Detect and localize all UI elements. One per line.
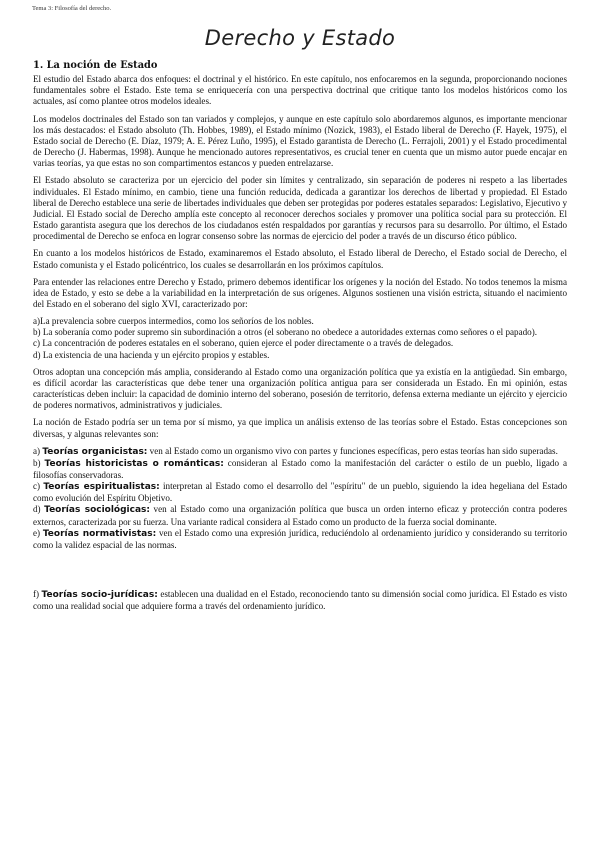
document-body: [33, 60, 567, 612]
theory-text: ven el Estado como una expresión jurídica, reduciéndolo al ordenamiento jurídico y considerando su territorio como la validez espacial de las normas.: [33, 527, 567, 550]
theory-text: consideran al Estado como la manifestación del carácter o estilo de un pueblo, ligado a filosofías conservadoras.: [33, 457, 567, 480]
list-item-final: [33, 589, 567, 612]
blank-space: [33, 557, 567, 589]
list-item: c) La concentración de poderes estatales en el soberano, quien ejerce el poder directamente o a través de delegados.: [33, 338, 454, 349]
section-heading: 1. La noción de Estado: [33, 60, 158, 71]
theory-text: establecen una dualidad en el Estado, reconociendo tanto su dimensión social como jurídica. El Estado es visto como una realidad social que adquiere forma a través del ordenamiento jurídico.: [33, 589, 567, 612]
paragraph-broad-conception: Otros adoptan una concepción más amplia, considerando al Estado como una organización política que ya existía en la antigüedad. Sin embargo, es difícil acordar las características que debe tener una organización política antigua para ser considerada un Estado. En mi opinión, estas características deben incluir: la capacidad de dominio interno del soberano, posesión de territorio, defensa externa mediante un ejército y ejercicio de poderes normativos, administrativos y judiciales.: [33, 366, 567, 411]
paragraph-historical-models: En cuanto a los modelos históricos de Estado, examinaremos el Estado absoluto, el Estado liberal de Derecho, el Estado social de Derecho, el Estado comunista y el Estado policéntrico, los cuales se desarrollarán en los próximos capítulos.: [33, 248, 567, 270]
list-item: [33, 504, 567, 527]
paragraph-origins: Para entender las relaciones entre Derecho y Estado, primero debemos identificar los orígenes y la noción del Estado. No todos tenemos la misma idea de Estado, y esto se debe a la variabilidad en la interpretación de sus orígenes. Algunos sostienen una visión estricta, situando el nacimiento del Estado en el soberano del siglo XVI, caracterizado por:: [33, 276, 567, 309]
document-title: Derecho y Estado: [204, 26, 396, 50]
list-item: [33, 458, 567, 481]
item-prefix: a): [33, 445, 43, 456]
list-item: a)La prevalencia sobre cuerpos intermedios, como los señoríos de los nobles.: [33, 316, 314, 327]
item-prefix: e): [33, 527, 43, 538]
item-prefix: d): [33, 504, 45, 515]
item-prefix: f): [33, 589, 42, 600]
item-prefix: b): [33, 457, 45, 468]
paragraph-intro: El estudio del Estado abarca dos enfoques: el doctrinal y el histórico. En este capítulo, nos enfocaremos en la segunda, proporcionando nociones fundamentales sobre el Estado. Este tema se enriquecería con una perspectiva doctrinal que critique tanto los modelos históricos como los actuales, así como plantee otros modelos ideales.: [33, 74, 567, 107]
theory-term: Teorías espiritualistas:: [43, 482, 160, 493]
theory-text: ven al Estado como una organización política que busca un orden interno eficaz y protección contra poderes externos, caracterizada por su fuerza. Una variante radical considera al Estado como un producto de la fuerza social dominante.: [33, 504, 568, 527]
paragraph-doctrinal-models: Los modelos doctrinales del Estado son tan variados y complejos, y aunque en este capítulo solo abordaremos algunos, es importante mencionar los más destacados: el Estado absoluto (Th. Hobbes, 1989), el Estado mínimo (Nozick, 1983), el Estado liberal de Derecho (F. Hayek, 1975), el Estado social de Derecho (E. Díaz, 1979; A. E. Pérez Luño, 1995), el Estado garantista de Derecho (L. Ferrajoli, 2001) y el Estado procedimental de Derecho (J. Habermas, 1998). Aunque he mencionado autores representativos, es crucial tener en cuenta que un mismo autor puede encajar en varias teorías, ya que estas no son compartimentos estancos y pueden entrelazarse.: [33, 113, 567, 169]
list-item: [33, 481, 567, 504]
theory-term: Teorías historicistas o románticas:: [44, 458, 224, 469]
theory-term: Teorías organicistas:: [42, 446, 148, 457]
list-item: b) La soberanía como poder supremo sin subordinación a otros (el soberano no obedece a autoridades externas como señores o el papado).: [33, 327, 538, 338]
characteristics-list: [33, 316, 567, 361]
theory-term: Teorías sociológicas:: [44, 505, 151, 516]
paragraph-state-notion: La noción de Estado podría ser un tema por sí mismo, ya que implica un análisis extenso de las teorías sobre el Estado. Estas concepciones son diversas, y algunas relevantes son:: [33, 417, 567, 439]
theory-text: ven al Estado como un organismo vivo con partes y funciones específicas, pero estas teorías han sido superadas.: [147, 445, 558, 456]
paragraph-model-descriptions: El Estado absoluto se caracteriza por un ejercicio del poder sin límites y centralizado, sin separación de poderes ni respeto a las libertades individuales. El Estado mínimo, en cambio, tiene una función reducida, dedicada a garantizar los derechos de libertad y propiedad. El Estado liberal de Derecho establece una serie de libertades individuales que deben ser protegidas por poderes estatales separados: Legislativo, Ejecutivo y Judicial. El Estado social de Derecho amplía este concepto al reconocer derechos sociales y promover una política social para su protección. El Estado garantista asegura que los derechos de los ciudadanos estén respaldados por garantías y recursos para su desarrollo. Por último, el Estado procedimental de Derecho se enfoca en lograr consenso sobre las normas de ejercicio del poder a través de un discurso ético público.: [33, 175, 567, 242]
list-item: [33, 528, 567, 551]
theories-list: [33, 446, 567, 551]
list-item: d) La existencia de una hacienda y un ejército propios y estables.: [33, 349, 270, 360]
item-prefix: c): [33, 481, 44, 492]
theory-term: Teorías normativistas:: [42, 528, 157, 539]
theory-term: Teorías socio-jurídicas:: [41, 590, 158, 601]
theory-text: interpretan al Estado como el desarrollo del "espíritu" de un pueblo, siguiendo la idea hegeliana del Estado como evolución del Espíritu Objetivo.: [33, 481, 567, 504]
list-item: [33, 446, 567, 458]
running-header: Tema 3: Filosofía del derecho.: [32, 5, 112, 12]
